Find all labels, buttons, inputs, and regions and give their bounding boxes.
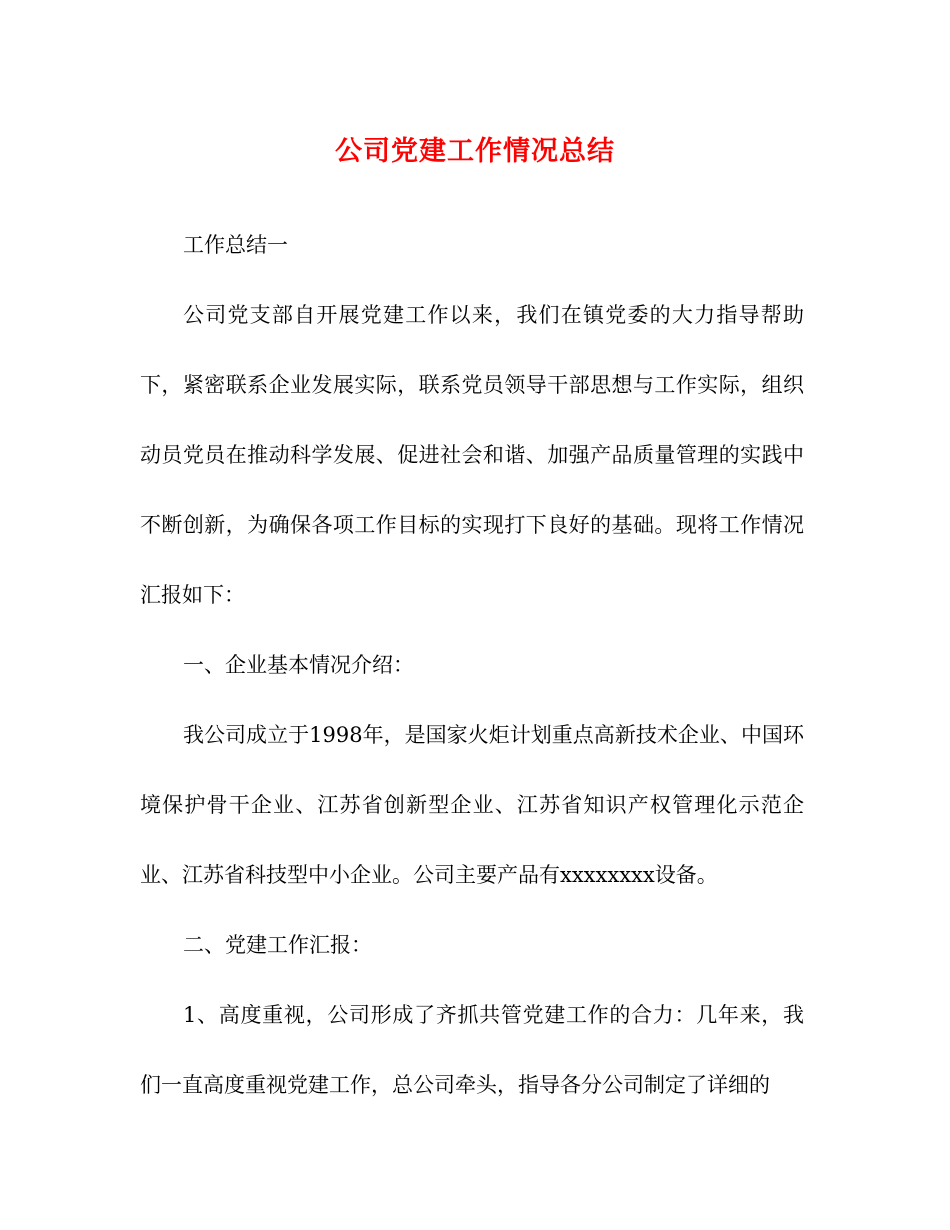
section-heading-party-building-report: 二、党建工作汇报： [183, 933, 372, 957]
paragraph-company-overview: 我公司成立于1998年，是国家火炬计划重点高新技术企业、中国环境保护骨干企业、江苏省创新型企业、江苏省知识产权管理化示范企业、江苏省科技型中小企业。公司主要产品有xxxxxxxx设备。 [140, 723, 804, 887]
paragraph-intro: 公司党支部自开展党建工作以来，我们在镇党委的大力指导帮助下，紧密联系企业发展实际，联系党员领导干部思想与工作实际，组织动员党员在推动科学发展、促进社会和谐、加强产品质量管理的实践中不断创新，为确保各项工作目标的实现打下良好的基础。现将工作情况汇报如下： [140, 303, 804, 607]
paragraph-summary-heading: 工作总结一 [183, 233, 288, 257]
paragraph-item-1: 1、高度重视，公司形成了齐抓共管党建工作的合力：几年来，我们一直高度重视党建工作，总公司牵头，指导各分公司制定了详细的 [140, 1003, 804, 1097]
document-title: 公司党建工作情况总结 [335, 136, 615, 167]
section-heading-company-overview: 一、企业基本情况介绍： [183, 653, 414, 677]
document-body [140, 210, 804, 1120]
